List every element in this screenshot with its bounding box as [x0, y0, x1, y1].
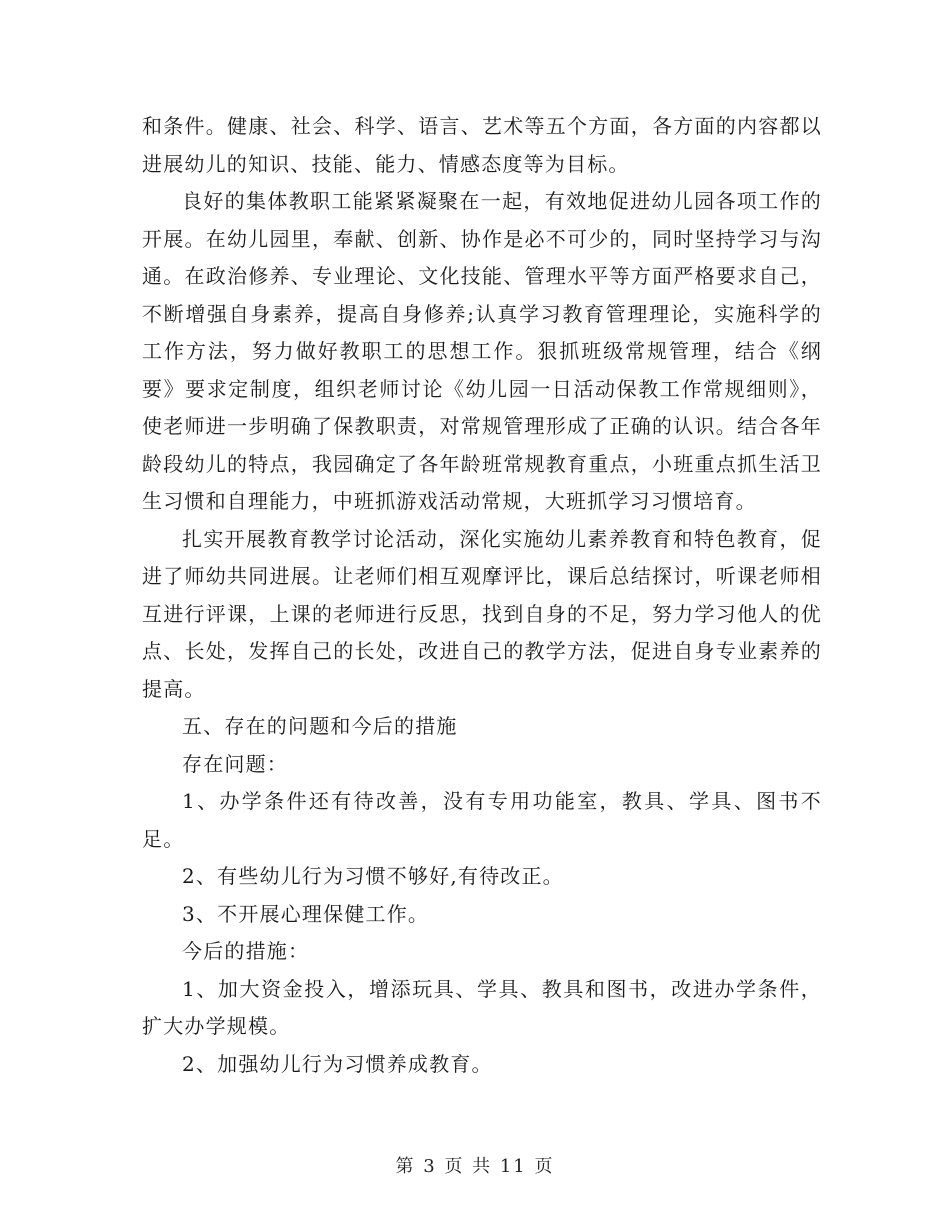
- subheading: 存在问题：: [182, 751, 288, 776]
- paragraph: 和条件。健康、社会、科学、语言、艺术等五个方面，各方面的内容都以进展幼儿的知识、技能、能力、情感态度等为目标。: [142, 114, 822, 176]
- list-item: 2、加强幼儿行为习惯养成教育。: [182, 1051, 493, 1076]
- section-heading: 五、存在的问题和今后的措施: [182, 714, 458, 738]
- paragraph: 良好的集体教职工能紧紧凝聚在一起，有效地促进幼儿园各项工作的开展。在幼儿园里，奉献、创新、协作是必不可少的，同时坚持学习与沟通。在政治修养、专业理论、文化技能、管理水平等方面严格要求自己，不断增强自身素养，提高自身修养;认真学习教育管理理论，实施科学的工作方法，努力做好教职工的思想工作。狠抓班级常规管理，结合《纲要》要求定制度，组织老师讨论《幼儿园一日活动保教工作常规细则》，使老师进一步明确了保教职责，对常规管理形成了正确的认识。结合各年龄段幼儿的特点，我园确定了各年龄班常规教育重点，小班重点抓生活卫生习惯和自理能力，中班抓游戏活动常规，大班抓学习习惯培育。: [142, 189, 822, 513]
- list-item: 3、不开展心理保健工作。: [182, 901, 430, 926]
- document-body: [142, 108, 822, 1083]
- page-number-footer: 第 3 页 共 11 页: [395, 1156, 555, 1177]
- list-item: 1、办学条件还有待改善，没有专用功能室，教具、学具、图书不足。: [142, 789, 822, 851]
- paragraph: 扎实开展教育教学讨论活动，深化实施幼儿素养教育和特色教育，促进了师幼共同进展。让老师们相互观摩评比，课后总结探讨，听课老师相互进行评课，上课的老师进行反思，找到自身的不足，努力学习他人的优点、长处，发挥自己的长处，改进自己的教学方法，促进自身专业素养的提高。: [142, 526, 822, 701]
- list-item: 2、有些幼儿行为习惯不够好,有待改正。: [182, 864, 564, 888]
- subheading: 今后的措施：: [182, 939, 310, 963]
- list-item: 1、加大资金投入，增添玩具、学具、教具和图书，改进办学条件，扩大办学规模。: [142, 976, 822, 1038]
